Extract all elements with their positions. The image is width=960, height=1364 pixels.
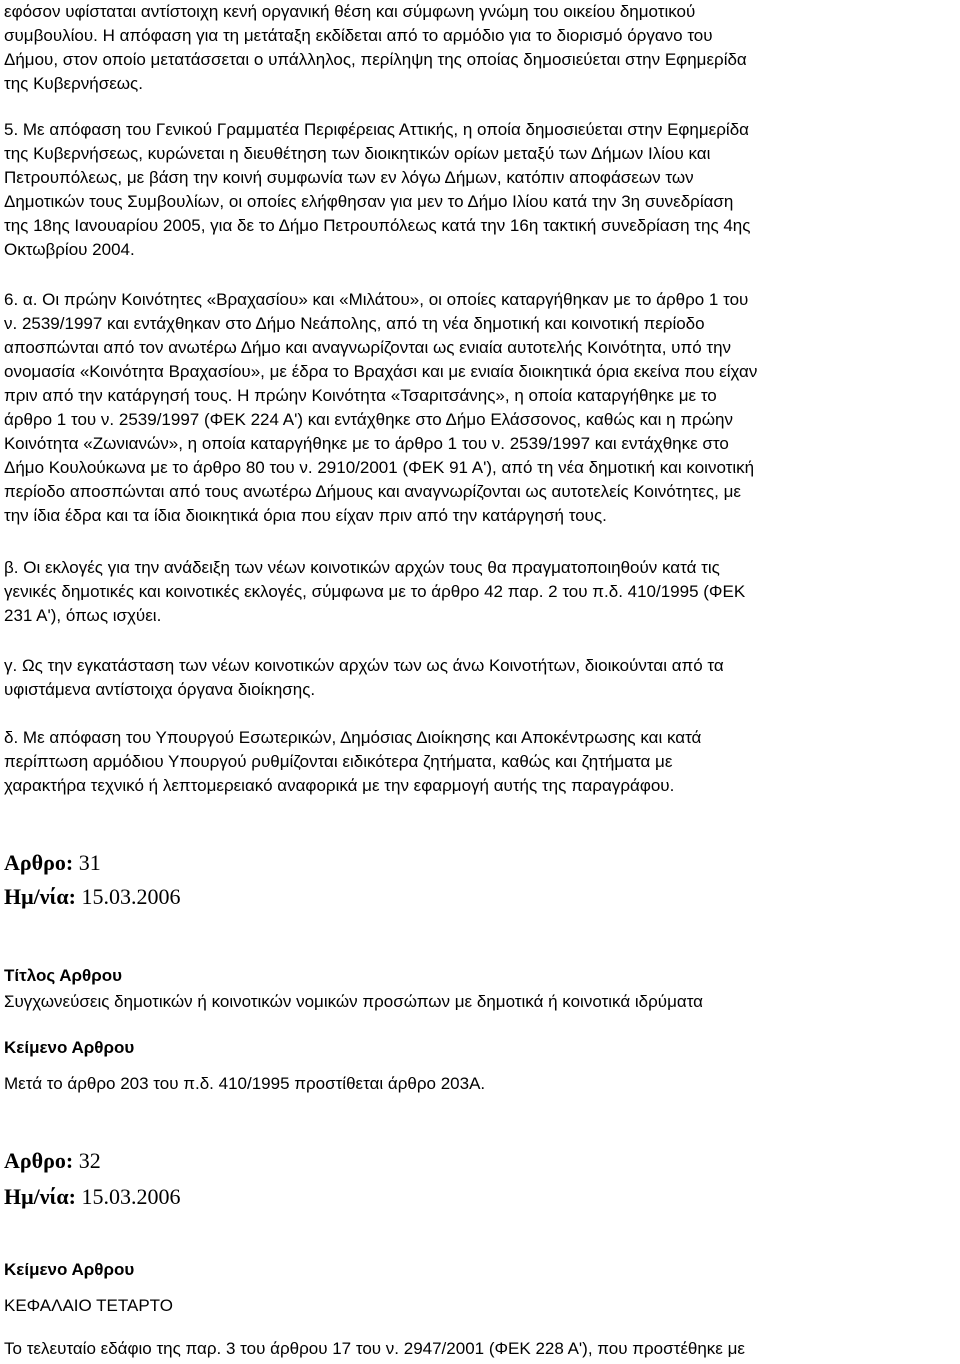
- text-line: υφιστάμενα αντίστοιχα όργανα διοίκησης.: [4, 680, 316, 699]
- article-31-title-heading: Τίτλος Αρθρου: [4, 966, 123, 985]
- article-31-text-heading: Κείμενο Αρθρου: [4, 1038, 135, 1057]
- text-line: της 18ης Ιανουαρίου 2005, για δε το Δήμο Πετρουπόλεως κατά την 16η τακτική συνεδρίαση της 4ης: [4, 216, 751, 235]
- text-line: Δημοτικών τους Συμβουλίων, οι οποίες ελήφθησαν για μεν το Δήμο Ιλίου κατά την 3η συνεδρίαση: [4, 192, 734, 211]
- text-line: πριν από την κατάργησή τους. Η πρώην Κοινότητα «Τσαριτσάνης», η οποία καταργήθηκε με το: [4, 386, 717, 405]
- article-31-date: [4, 882, 180, 912]
- text-line: Δήμο Κουλούκωνα με το άρθρο 80 του ν. 2910/2001 (ΦΕΚ 91 Α'), από τη νέα δημοτική και κοινοτική: [4, 458, 755, 477]
- article-31-number: [4, 848, 101, 878]
- text-line: χαρακτήρα τεχνικό ή λεπτομερειακό αναφορικά με την εφαρμογή αυτής της παραγράφου.: [4, 776, 675, 795]
- text-line: β. Οι εκλογές για την ανάδειξη των νέων κοινοτικών αρχών τους θα πραγματοποιηθούν κατά τις: [4, 558, 720, 577]
- text-line: 6. α. Οι πρώην Κοινότητες «Βραχασίου» και «Μιλάτου», οι οποίες καταργήθηκαν με το άρθρο 1 του: [4, 290, 749, 309]
- text-line: ονομασία «Κοινότητα Βραχασίου», με έδρα το Βραχάσι και με ενιαία διοικητικά όρια εκείνα που είχαν: [4, 362, 758, 381]
- text-line: αποσπώνται από τον ανωτέρω Δήμο και αναγνωρίζονται ως ενιαία αυτοτελής Κοινότητα, υπό την: [4, 338, 732, 357]
- paragraph-6a: [4, 288, 956, 528]
- date-value: 15.03.2006: [81, 884, 181, 909]
- paragraph-5: [4, 118, 956, 262]
- text-line: 5. Με απόφαση του Γενικού Γραμματέα Περιφέρειας Αττικής, η οποία δημοσιεύεται στην Εφημερίδα: [4, 120, 750, 139]
- text-line: άρθρο 1 του ν. 2539/1997 (ΦΕΚ 224 Α') και εντάχθηκε στο Δήμο Ελάσσονος, καθώς και η πρώην: [4, 410, 733, 429]
- text-line: 231 Α'), όπως ισχύει.: [4, 606, 162, 625]
- date-label: Ημ/νία:: [4, 1184, 76, 1209]
- text-line: Δήμου, στον οποίο μετατάσσεται ο υπάλληλος, περίληψη της οποίας δημοσιεύεται στην Εφημερίδα: [4, 50, 747, 69]
- text-line: εφόσον υφίσταται αντίστοιχη κενή οργανική θέση και σύμφωνη γνώμη του οικείου δημοτικού: [4, 2, 696, 21]
- text-line: της Κυβερνήσεως.: [4, 74, 143, 93]
- article-label: Αρθρο:: [4, 850, 74, 875]
- text-line: την ίδια έδρα και τα ίδια διοικητικά όρια που είχαν πριν από την κατάργησή τους.: [4, 506, 607, 525]
- date-label: Ημ/νία:: [4, 884, 76, 909]
- article-32-date: [4, 1182, 180, 1212]
- text-line: γενικές δημοτικές και κοινοτικές εκλογές, σύμφωνα με το άρθρο 42 παρ. 2 του π.δ. 410/1995 (ΦΕΚ: [4, 582, 746, 601]
- article-label: Αρθρο:: [4, 1148, 74, 1173]
- text-line: γ. Ως την εγκατάσταση των νέων κοινοτικών αρχών των ως άνω Κοινοτήτων, διοικούνται από τα: [4, 656, 724, 675]
- article-31-title-text: Συγχωνεύσεις δημοτικών ή κοινοτικών νομικών προσώπων με δημοτικά ή κοινοτικά ιδρύματα: [4, 992, 704, 1011]
- paragraph-6d: [4, 726, 956, 798]
- text-line: περίοδο αποσπώνται από τους ανωτέρω Δήμους και αναγνωρίζονται ως αυτοτελείς Κοινότητες, με: [4, 482, 741, 501]
- article-32-last-line: Το τελευταίο εδάφιο της παρ. 3 του άρθρου 17 του ν. 2947/2001 (ΦΕΚ 228 Α'), που προστέθηκε με: [4, 1339, 745, 1358]
- text-line: Οκτωβρίου 2004.: [4, 240, 135, 259]
- paragraph-6b: [4, 556, 956, 628]
- article-31-text-body: Μετά το άρθρο 203 του π.δ. 410/1995 προστίθεται άρθρο 203Α.: [4, 1074, 486, 1093]
- text-line: Κοινότητα «Ζωνιανών», η οποία καταργήθηκε με το άρθρο 1 του ν. 2539/1997 και εντάχθηκε στο: [4, 434, 729, 453]
- paragraph-6c: [4, 654, 956, 702]
- paragraph-intro: [4, 0, 956, 96]
- article-number: 31: [78, 850, 101, 875]
- article-32-number: [4, 1146, 101, 1176]
- text-line: ν. 2539/1997 και εντάχθηκαν στο Δήμο Νεάπολης, από τη νέα δημοτική και κοινοτική περίοδο: [4, 314, 705, 333]
- text-line: συμβουλίου. Η απόφαση για τη μετάταξη εκδίδεται από το αρμόδιο για το διορισμό όργανο του: [4, 26, 713, 45]
- text-line: δ. Με απόφαση του Υπουργού Εσωτερικών, Δημόσιας Διοίκησης και Αποκέντρωσης και κατά: [4, 728, 702, 747]
- date-value: 15.03.2006: [81, 1184, 181, 1209]
- article-32-text-heading: Κείμενο Αρθρου: [4, 1260, 135, 1279]
- text-line: περίπτωση αρμόδιου Υπουργού ρυθμίζονται ειδικότερα ζητήματα, καθώς και ζητήματα με: [4, 752, 673, 771]
- text-line: Πετρουπόλεως, με βάση την κοινή συμφωνία των εν λόγω Δήμων, κατόπιν αποφάσεων των: [4, 168, 694, 187]
- article-number: 32: [78, 1148, 101, 1173]
- text-line: της Κυβερνήσεως, κυρώνεται η διευθέτηση των διοικητικών ορίων μεταξύ των Δήμων Ιλίου και: [4, 144, 711, 163]
- chapter-heading: ΚΕΦΑΛΑΙΟ ΤΕΤΑΡΤΟ: [4, 1296, 173, 1315]
